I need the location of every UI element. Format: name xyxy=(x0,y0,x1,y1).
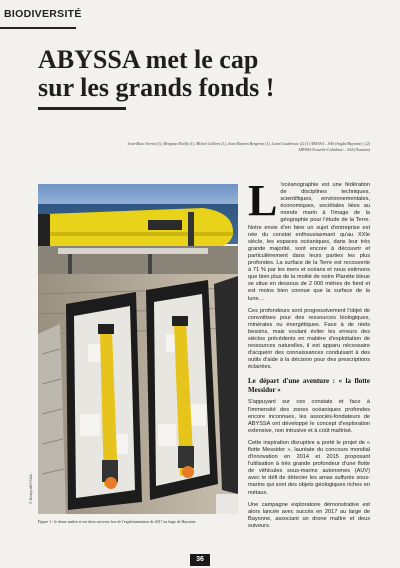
article-title xyxy=(38,46,368,102)
section-rule xyxy=(0,27,76,29)
section-tag: BIODIVERSITÉ xyxy=(4,8,82,20)
paragraph-4: Cette inspiration disruptive a porté le projet de « flotte Messidor », lauréate du concours mondial d'innovation en 2014 et 2015 proposant l'utilisation à très grande profondeur d'une flotte de véhicules sous-marins autonomes (AUV) avec le défi de détecter les amas sulfurés sous-marins qui sont des objets géologiques riches en métaux. xyxy=(248,439,370,496)
title-line-1: ABYSSA met le cap xyxy=(38,45,259,74)
subhead: Le départ d'une aventure : « la flotte Messidor » xyxy=(248,377,370,394)
paragraph-2: Ces profondeurs sont progressivement l'objet de convoitises pour des ressources biologiques, minérales ou énergétiques. Face à de réels besoins, mais voulant éviter les erreurs des siècles précédents en matière d'exploitation de ressources naturelles, il est apparu nécessaire d'acquérir des connaissances conduisant à des outils d'aide à la décision pour des prescriptions éclairées. xyxy=(248,307,370,371)
article-photo xyxy=(38,184,238,514)
paragraph-1-text: 'océanographie est une fédération de disciplines techniques, scientifiques, environnementales, économiques, sociétales liées au monde marin à l'image de la géographie pour l'étude de la Terre. Notre envie d'en faire un sujet d'entreprise est née du constat enthousiasmant qu'au XXIe siècle, les espaces océaniques, dans leur très grande majorité, sont encore à découvrir et particulièrement dans leurs parties les plus profondes. La surface de la Terre est recouverte à 71 % par les mers et océans et nous estimons que bien plus de la moitié de notre Planète bleue se situe en dessous de 2 000 mètres de fond et est moins bien connue que la surface de la lune… xyxy=(248,182,370,302)
article-body xyxy=(248,176,370,535)
paragraph-1 xyxy=(248,176,370,303)
dropcap: L xyxy=(248,176,278,225)
paragraph-3: S'appuyant sur ces constats et face à l'immensité des zones océaniques profondes encore inconnues, les associés-fondateurs de ABYSSA ont développé le concept d'exploration extensive, non intrusive et à coût maîtrisé. xyxy=(248,399,370,434)
photo-credit: © Ecorp ABYSSA. xyxy=(29,473,33,504)
title-rule xyxy=(38,107,126,110)
page-number: 36 xyxy=(190,554,210,566)
authors: Jean-Marc Sornin (1), Morgane Rivilly (1), Michel Collinet (1), Jean-Damien Bergeron (1), Lionel Loubersac (2) (1) ABYSSA – SAS (Anglet/Bayonne) | (2) ABYSSA Nouvelle-Calédonie – SAS (Nouméa) xyxy=(127,142,370,152)
title-line-2: sur les grands fonds ! xyxy=(38,73,275,102)
figure-caption: Figure 1 : le drone maître et ses deux suiveurs lors de l'expérimentation de 2017 au large de Bayonne. xyxy=(38,520,197,524)
paragraph-5: Une campagne exploratoire démonstrative est alors lancée avec succès en 2017 au large de Bayonne, associant un drone maître et deux suiveurs. xyxy=(248,501,370,529)
